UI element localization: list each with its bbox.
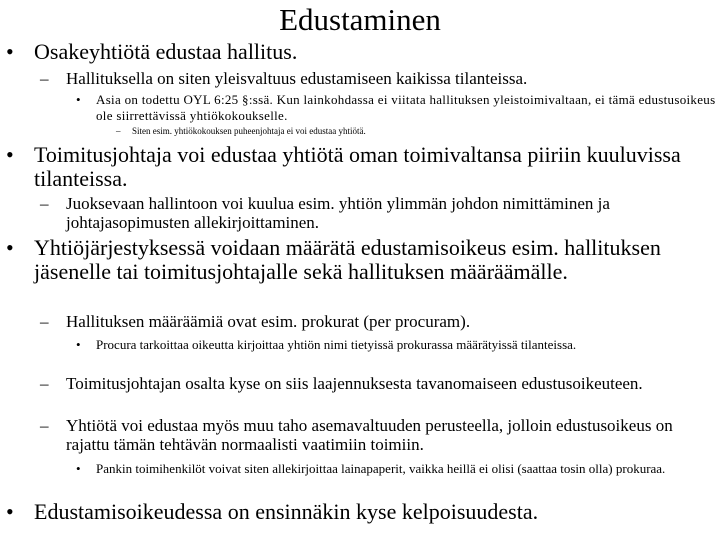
item-text: Procura tarkoittaa oikeutta kirjoittaa yhtiön nimi tietyissä prokurassa määrätyissä tilanteissa. — [96, 337, 577, 352]
slide-title: Edustaminen — [279, 2, 441, 37]
bullet-dash-icon: – — [40, 194, 49, 213]
item-text: Pankin toimihenkilöt voivat siten allekirjoittaa lainapaperit, vaikka heillä ei olisi (saattaa tosin olla) prokuraa. — [96, 461, 666, 476]
bullet-item-l3 — [76, 92, 716, 124]
bullet-item-l1 — [6, 143, 714, 191]
bullet-dot-icon: • — [6, 499, 14, 524]
item-text: Hallituksen määräämiä ovat esim. prokurat (per procuram). — [66, 312, 471, 331]
bullet-dash-icon: – — [40, 416, 49, 435]
bullet-item-l1 — [6, 236, 714, 284]
item-text: Yhtiöjärjestyksessä voidaan määrätä edustamisoikeus esim. hallituksen jäsenelle tai toimitusjohtajalle sekä hallituksen määräämälle. — [34, 235, 661, 284]
bullet-dot-icon: • — [76, 92, 81, 107]
item-text: Toimitusjohtaja voi edustaa yhtiötä oman toimivaltansa piiriin kuuluvissa tilanteissa. — [34, 142, 681, 191]
bullet-dash-icon: – — [116, 126, 121, 136]
bullet-item-l2 — [40, 69, 716, 88]
bullet-dot-icon: • — [6, 235, 14, 260]
item-text: Juoksevaan hallintoon voi kuulua esim. yhtiön ylimmän johdon nimittäminen ja johtajasopimusten allekirjoittaminen. — [66, 194, 610, 232]
bullet-dash-icon: – — [40, 312, 49, 331]
bullet-item-l2 — [40, 374, 716, 393]
item-text: Asia on todettu OYL 6:25 §:ssä. Kun lainkohdassa ei viitata hallituksen yleistoimivaltaan, ei tämä edustusoikeus ole siirrettävissä yhtiökokoukselle. — [96, 92, 716, 123]
bullet-dot-icon: • — [76, 461, 81, 476]
bullet-item-l2 — [40, 416, 716, 454]
bullet-item-l3 — [76, 337, 716, 353]
item-text: Hallituksella on siten yleisvaltuus edustamiseen kaikissa tilanteissa. — [66, 69, 528, 88]
bullet-item-l1 — [6, 500, 714, 524]
bullet-item-l4 — [116, 126, 716, 137]
item-text: Toimitusjohtajan osalta kyse on siis laajennuksesta tavanomaiseen edustusoikeuteen. — [66, 374, 643, 393]
bullet-item-l2 — [40, 312, 716, 331]
item-text: Edustamisoikeudessa on ensinnäkin kyse kelpoisuudesta. — [34, 499, 539, 524]
bullet-item-l2 — [40, 194, 716, 232]
bullet-item-l3 — [76, 461, 716, 477]
bullet-item-l1 — [6, 40, 714, 64]
bullet-dot-icon: • — [6, 142, 14, 167]
item-text: Osakeyhtiötä edustaa hallitus. — [34, 39, 298, 64]
bullet-dash-icon: – — [40, 69, 49, 88]
bullet-dash-icon: – — [40, 374, 49, 393]
bullet-dot-icon: • — [6, 39, 14, 64]
bullet-dot-icon: • — [76, 337, 81, 352]
item-text: Yhtiötä voi edustaa myös muu taho asemavaltuuden perusteella, jolloin edustusoikeus on rajattu tämän tehtävän normaalisti vaatimiin toimiin. — [66, 416, 673, 454]
item-text: Siten esim. yhtiökokouksen puheenjohtaja ei voi edustaa yhtiötä. — [132, 126, 366, 136]
